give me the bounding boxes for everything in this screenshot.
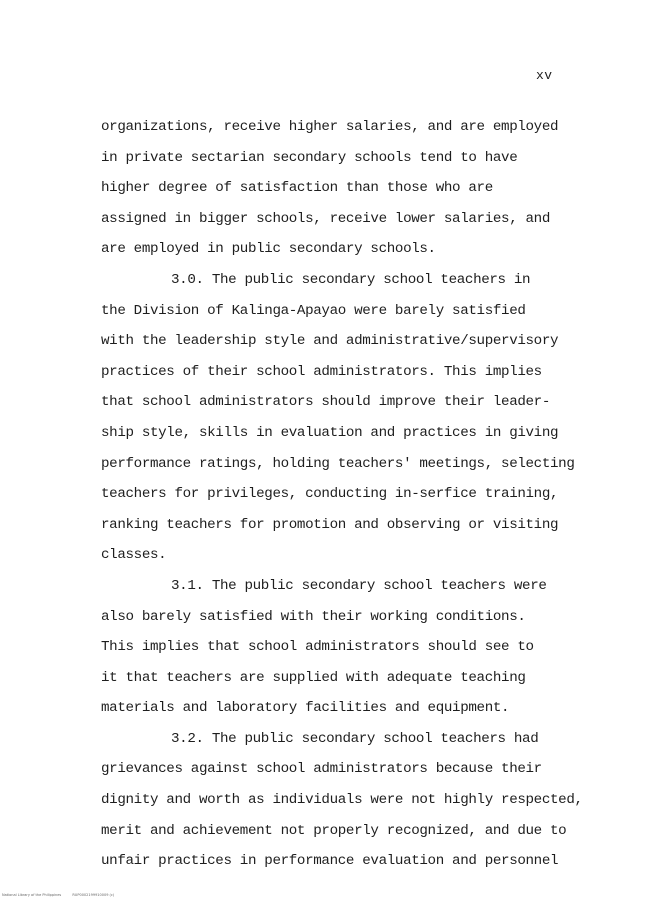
text-line: unfair practices in performance evaluation and personnel xyxy=(101,853,559,870)
text-line: materials and laboratory facilities and equipment. xyxy=(101,700,510,717)
text-line: dignity and worth as individuals were not highly respected, xyxy=(101,792,583,809)
footer-library: National Library of the Philippines xyxy=(2,893,62,897)
paragraph-3-1-start: 3.1. The public secondary school teachers were xyxy=(171,577,547,594)
text-line: higher degree of satisfaction than those who are xyxy=(101,180,493,197)
text-line: classes. xyxy=(101,547,167,564)
text-line: practices of their school administrators. This implies xyxy=(101,363,542,380)
body-text xyxy=(101,112,601,877)
text-line: are employed in public secondary schools. xyxy=(101,241,436,258)
text-line: assigned in bigger schools, receive lower salaries, and xyxy=(101,210,551,227)
page-number: xv xyxy=(536,68,553,83)
text-line: This implies that school administrators should see to xyxy=(101,639,534,656)
text-line: teachers for privileges, conducting in-serfice training, xyxy=(101,486,559,503)
text-line: it that teachers are supplied with adequate teaching xyxy=(101,669,526,686)
text-line: grievances against school administrators because their xyxy=(101,761,542,778)
text-line: that school administrators should improve their leader- xyxy=(101,394,551,411)
text-line: also barely satisfied with their working conditions. xyxy=(101,608,526,625)
text-line: the Division of Kalinga-Apayao were barely satisfied xyxy=(101,302,526,319)
footer-code: RUP0002199910009 (c) xyxy=(72,893,115,897)
text-line: in private sectarian secondary schools tend to have xyxy=(101,149,518,166)
text-line: organizations, receive higher salaries, and are employed xyxy=(101,119,559,135)
text-line: with the leadership style and administrative/supervisory xyxy=(101,333,559,350)
paragraph-3-2-start: 3.2. The public secondary school teachers had xyxy=(171,730,539,747)
text-line: merit and achievement not properly recognized, and due to xyxy=(101,822,567,839)
text-line: ship style, skills in evaluation and practices in giving xyxy=(101,424,559,441)
footer-watermark xyxy=(2,893,124,897)
text-line: ranking teachers for promotion and observing or visiting xyxy=(101,516,559,533)
text-line: performance ratings, holding teachers' meetings, selecting xyxy=(101,455,575,472)
paragraph-3-0-start: 3.0. The public secondary school teachers in xyxy=(171,271,531,288)
